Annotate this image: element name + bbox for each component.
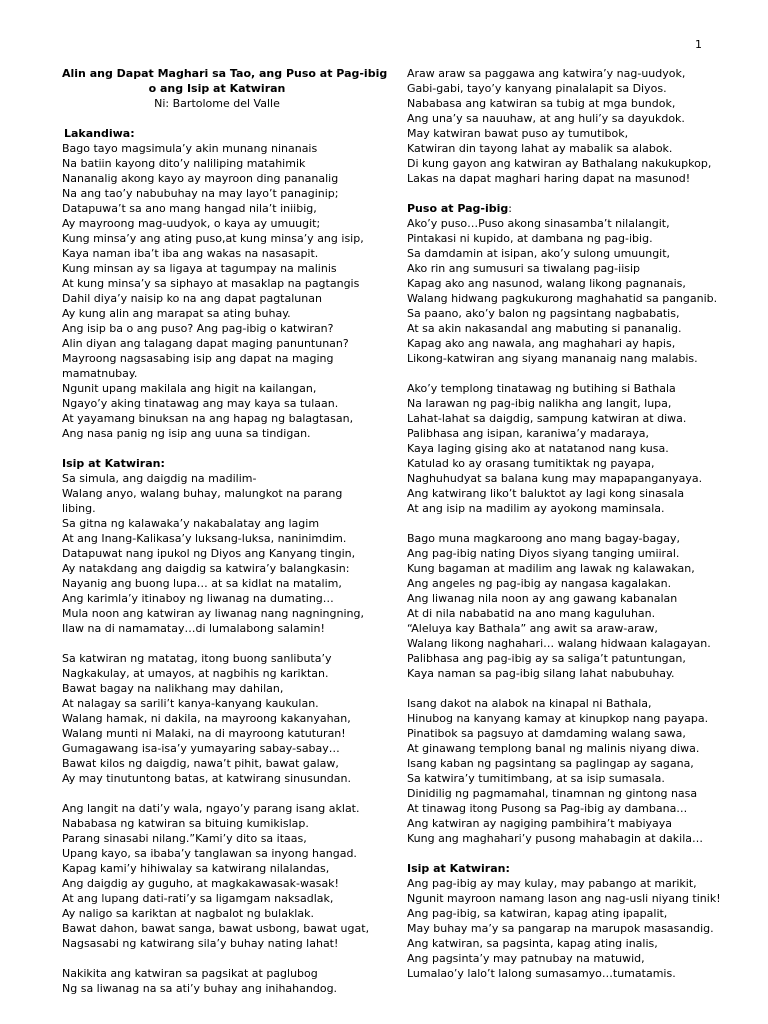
poem-line: Hinubog na kanyang kamay at kinupkop nang payapa. xyxy=(407,712,709,725)
poem-line: Walang likong naghahari… walang hidwaan kalagayan. xyxy=(407,637,711,650)
poem-line: Palibhasa ang pag-ibig ay sa saliga’t patuntungan, xyxy=(407,652,686,665)
poem-line: Ang isip ba o ang puso? Ang pag-ibig o katwiran? xyxy=(62,322,334,335)
poem-line: Pintakasi ni kupido, at dambana ng pag-ibig. xyxy=(407,232,653,245)
poem-line: libing. xyxy=(62,502,96,515)
poem-line: Ay mayroong mag-uudyok, o kaya ay umuugit; xyxy=(62,217,321,230)
poem-line: Ako rin ang sumusuri sa tiwalang pag-iisip xyxy=(407,262,641,275)
poem-line: Walang munti ni Malaki, na di mayroong katuturan! xyxy=(62,727,346,740)
poem-line: Sa gitna ng kalawaka’y nakabalatay ang lagim xyxy=(62,517,320,530)
poem-author: Ni: Bartolome del Valle xyxy=(154,97,280,110)
poem-title-line-2: o ang Isip at Katwiran xyxy=(148,82,286,95)
poem-line: Parang sinasabi nilang.”Kami’y dito sa itaas, xyxy=(62,832,307,845)
poem-line: At ang isip na madilim ay ayokong maminsala. xyxy=(407,502,665,515)
poem-line: Gabi-gabi, tayo’y kanyang pinalalapit sa Diyos. xyxy=(407,82,667,95)
poem-line: May buhay ma’y sa pangarap na marupok masasandig. xyxy=(407,922,714,935)
poem-line: Mayroong nagsasabing isip ang dapat na maging xyxy=(62,352,334,365)
section-heading-lakandiwa: Lakandiwa: xyxy=(64,127,135,140)
poem-line: Ang una’y sa nauuhaw, at ang huli’y sa dayukdok. xyxy=(407,112,685,125)
poem-line: At ang lupang dati-rati’y sa ligamgam naksadlak, xyxy=(62,892,334,905)
poem-line: Ang katwiran, sa pagsinta, kapag ating inalis, xyxy=(407,937,658,950)
poem-line: Ang daigdig ay guguho, at magkakawasak-wasak! xyxy=(62,877,339,890)
poem-line: At sa akin nakasandal ang mabuting si pananalig. xyxy=(407,322,682,335)
poem-line: Kung minsan ay sa ligaya at tagumpay na malinis xyxy=(62,262,337,275)
poem-line: Katulad ko ay orasang tumitiktak ng payapa, xyxy=(407,457,655,470)
isip-stanza-continued xyxy=(407,66,747,186)
poem-line: At kung minsa’y sa siphayo at masaklap na pagtangis xyxy=(62,277,360,290)
poem-line: Kaya naman iba’t iba ang wakas na nasasapit. xyxy=(62,247,319,260)
poem-line: Kung bagaman at madilim ang lawak ng kalawakan, xyxy=(407,562,695,575)
puso-stanza-1 xyxy=(407,216,747,366)
poem-line: Bawat bagay na nalikhang may dahilan, xyxy=(62,682,284,695)
poem-title-line-1: Alin ang Dapat Maghari sa Tao, ang Puso at Pag-ibig xyxy=(62,67,388,80)
puso-stanza-4 xyxy=(407,696,747,846)
poem-line: Ngayo’y aking tinatawag ang may kaya sa tulaan. xyxy=(62,397,339,410)
poem-line: Walang hidwang pagkukurong maghahatid sa panganib. xyxy=(407,292,718,305)
poem-line: Nababasa ang katwiran sa tubig at mga bundok, xyxy=(407,97,676,110)
poem-line: Datapuwat nang ipukol ng Diyos ang Kanyang tingin, xyxy=(62,547,356,560)
poem-line: Isang dakot na alabok na kinapal ni Bathala, xyxy=(407,697,652,710)
puso-stanza-3 xyxy=(407,531,747,681)
poem-line: Nakikita ang katwiran sa pagsikat at paglubog xyxy=(62,967,318,980)
poem-line: Ay may tinutuntong batas, at katwirang sinusundan. xyxy=(62,772,351,785)
poem-line: Kaya naman sa pag-ibig silang lahat nabubuhay. xyxy=(407,667,675,680)
poem-line: Katwiran din tayong lahat ay mabalik sa alabok. xyxy=(407,142,673,155)
isip-stanza-5 xyxy=(407,876,747,981)
lakandiwa-stanza xyxy=(62,141,402,441)
poem-line: Ang pag-ibig ay may kulay, may pabango at marikit, xyxy=(407,877,697,890)
poem-line: Ang langit na dati’y wala, ngayo’y parang isang aklat. xyxy=(62,802,360,815)
poem-line: Sa simula, ang daigdig na madilim- xyxy=(62,472,257,485)
poem-line: Sa katwira’y tumitimbang, at sa isip sumasala. xyxy=(407,772,665,785)
poem-line: Araw araw sa paggawa ang katwira’y nag-uudyok, xyxy=(407,67,686,80)
poem-line: Palibhasa ang isipan, karaniwa’y madaraya, xyxy=(407,427,650,440)
poem-line: Isang kaban ng pagsintang sa paglingap ay sagana, xyxy=(407,757,694,770)
poem-line: Likong-katwiran ang siyang mananaig nang malabis. xyxy=(407,352,698,365)
poem-line: Lahat-lahat sa daigdig, sampung katwiran at diwa. xyxy=(407,412,687,425)
poem-line: Kaya laging gising ako at natatanod nang kusa. xyxy=(407,442,669,455)
poem-line: Bawat kilos ng daigdig, nawa’t pihit, bawat galaw, xyxy=(62,757,339,770)
poem-line: Ako’y templong tinatawag ng butihing si Bathala xyxy=(407,382,676,395)
poem-line: Ang karimla’y itinaboy ng liwanag na dumating… xyxy=(62,592,334,605)
poem-line: Ay kung alin ang marapat sa ating buhay. xyxy=(62,307,291,320)
right-column xyxy=(407,66,747,981)
poem-line: Ang liwanag nila noon ay ang gawang kabanalan xyxy=(407,592,678,605)
poem-line: Datapuwa’t sa ano mang hangad nila’t iniibig, xyxy=(62,202,317,215)
poem-line: At ang Inang-Kalikasa’y luksang-luksa, naninimdim. xyxy=(62,532,347,545)
poem-line: Ang katwirang liko’t baluktot ay lagi kong sinasala xyxy=(407,487,685,500)
isip-stanza-3 xyxy=(62,801,402,951)
poem-line: Bawat dahon, bawat sanga, bawat usbong, bawat ugat, xyxy=(62,922,370,935)
poem-line: Ang pagsinta’y may patnubay na matuwid, xyxy=(407,952,645,965)
poem-line: Di kung gayon ang katwiran ay Bathalang nakukupkop, xyxy=(407,157,712,170)
poem-line: Na ang tao’y nabubuhay na may layo’t panaginip; xyxy=(62,187,339,200)
poem-line: Kung minsa’y ang ating puso,at kung minsa’y ang isip, xyxy=(62,232,364,245)
poem-line: Nayanig ang buong lupa… at sa kidlat na matalim, xyxy=(62,577,342,590)
section-heading-isip-at-katwiran-2: Isip at Katwiran: xyxy=(407,862,510,875)
poem-line: Kapag kami’y hihiwalay sa katwirang nilalandas, xyxy=(62,862,330,875)
poem-line: May katwiran bawat puso ay tumutibok, xyxy=(407,127,629,140)
poem-line: Nababasa ng katwiran sa bituing kumikislap. xyxy=(62,817,309,830)
page-number: 1 xyxy=(695,38,702,51)
left-column xyxy=(62,66,402,996)
poem-line: Sa katwiran ng matatag, itong buong sanlibuta’y xyxy=(62,652,332,665)
poem-line: Ngunit upang makilala ang higit na kailangan, xyxy=(62,382,317,395)
poem-line: Ang katwiran ay nagiging pambihira’t mabiyaya xyxy=(407,817,673,830)
poem-line: At yayamang binuksan na ang hapag ng balagtasan, xyxy=(62,412,354,425)
poem-line: Ang pag-ibig, sa katwiran, kapag ating ipapalit, xyxy=(407,907,668,920)
poem-line: “Aleluya kay Bathala” ang awit sa araw-araw, xyxy=(407,622,658,635)
poem-line: Ang pag-ibig nating Diyos siyang tanging umiiral. xyxy=(407,547,680,560)
poem-line: Upang kayo, sa ibaba’y tanglawan sa inyong hangad. xyxy=(62,847,357,860)
puso-stanza-2 xyxy=(407,381,747,516)
poem-line: At ginawang templong banal ng malinis niyang diwa. xyxy=(407,742,700,755)
poem-line: At nalagay sa sarili’t kanya-kanyang kaukulan. xyxy=(62,697,319,710)
poem-line: Dahil diya’y naisip ko na ang dapat pagtalunan xyxy=(62,292,322,305)
poem-line: Bago muna magkaroong ano mang bagay-bagay, xyxy=(407,532,680,545)
poem-line: Ilaw na di namamatay…di lumalabong salamin! xyxy=(62,622,325,635)
poem-line: Bago tayo magsimula’y akin munang ninanais xyxy=(62,142,318,155)
poem-line: Ay naligo sa kariktan at nagbalot ng bulaklak. xyxy=(62,907,314,920)
poem-line: Naghuhudyat sa balana kung may mapapanganyaya. xyxy=(407,472,703,485)
poem-line: mamatnubay. xyxy=(62,367,138,380)
poem-line: At di nila nababatid na ano mang kaguluhan. xyxy=(407,607,656,620)
poem-line: Gumagawang isa-isa’y yumayaring sabay-sabay… xyxy=(62,742,340,755)
poem-line: Ngunit mayroon namang lason ang nag-usli niyang tinik! xyxy=(407,892,721,905)
section-heading-isip-at-katwiran: Isip at Katwiran: xyxy=(62,457,165,470)
isip-stanza-4 xyxy=(62,966,402,996)
poem-line: Kung ang maghahari’y pusong mahabagin at dakila… xyxy=(407,832,703,845)
section-heading-puso-at-pag-ibig: Puso at Pag-ibig: xyxy=(407,202,512,215)
poem-line: Ako’y puso…Puso akong sinasamba’t nilalangit, xyxy=(407,217,670,230)
poem-line: Ang angeles ng pag-ibig ay nangasa kagalakan. xyxy=(407,577,672,590)
poem-line: Na larawan ng pag-ibig nalikha ang langit, lupa, xyxy=(407,397,672,410)
poem-line: Nagkakulay, at umayos, at nagbihis ng kariktan. xyxy=(62,667,329,680)
poem-line: Dinidilig ng pagmamahal, tinamnan ng gintong nasa xyxy=(407,787,698,800)
poem-line: Nagsasabi ng katwirang sila’y buhay nating lahat! xyxy=(62,937,339,950)
poem-line: At tinawag itong Pusong sa Pag-ibig ay dambana… xyxy=(407,802,688,815)
poem-line: Kapag ako ang nasunod, walang likong pagnanais, xyxy=(407,277,686,290)
poem-line: Sa paano, ako’y balon ng pagsintang nagbabatis, xyxy=(407,307,680,320)
isip-stanza-2 xyxy=(62,651,402,786)
poem-line: Kapag ako ang nawala, ang maghahari ay hapis, xyxy=(407,337,676,350)
poem-line: Nananalig akong kayo ay mayroon ding pananalig xyxy=(62,172,339,185)
poem-line: Mula noon ang katwiran ay liwanag nang nagningning, xyxy=(62,607,364,620)
isip-stanza-1 xyxy=(62,471,402,636)
poem-line: Ang nasa panig ng isip ang uuna sa tindigan. xyxy=(62,427,311,440)
poem-line: Alin diyan ang talagang dapat maging panuntunan? xyxy=(62,337,349,350)
poem-line: Lakas na dapat maghari haring dapat na masunod! xyxy=(407,172,691,185)
poem-line: Na batiin kayong dito’y naliliping matahimik xyxy=(62,157,306,170)
poem-line: Walang hamak, ni dakila, na mayroong kakanyahan, xyxy=(62,712,351,725)
poem-line: Ng sa liwanag na sa ati’y buhay ang inihahandog. xyxy=(62,982,338,995)
poem-line: Sa damdamin at isipan, ako’y sulong umuungit, xyxy=(407,247,671,260)
poem-line: Lumalao’y lalo’t lalong sumasamyo…tumatamis. xyxy=(407,967,676,980)
poem-line: Walang anyo, walang buhay, malungkot na parang xyxy=(62,487,343,500)
poem-line: Pinatibok sa pagsuyo at damdaming walang sawa, xyxy=(407,727,686,740)
poem-line: Ay natakdang ang daigdig sa katwira’y balangkasin: xyxy=(62,562,350,575)
